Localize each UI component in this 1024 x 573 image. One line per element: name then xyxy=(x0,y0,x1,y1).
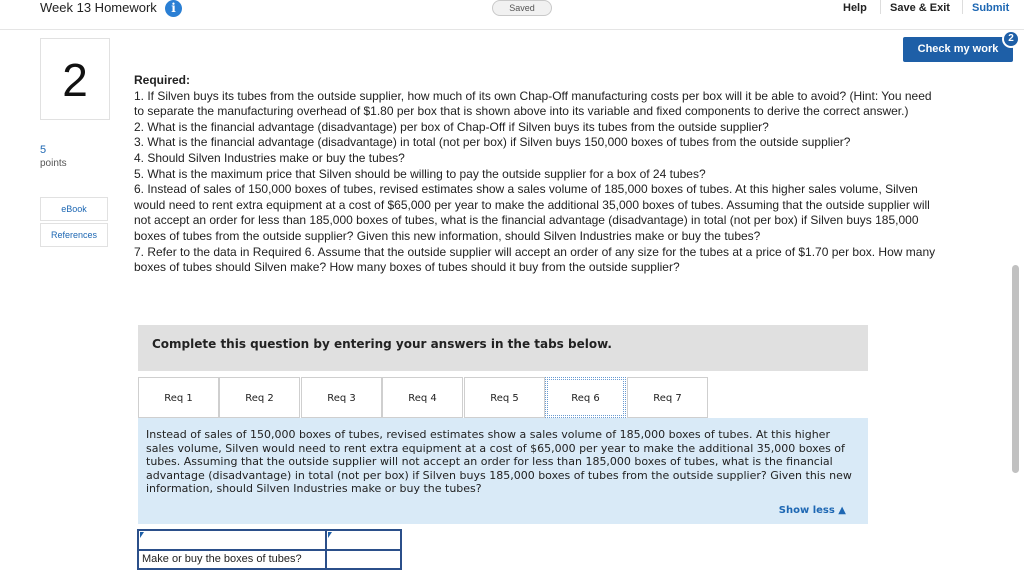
make-or-buy-input[interactable] xyxy=(326,550,401,569)
check-count-badge: 2 xyxy=(1002,30,1020,48)
points-value: 5 xyxy=(40,144,47,156)
tab-req-2[interactable]: Req 2 xyxy=(219,377,300,418)
help-link[interactable]: Help xyxy=(843,2,867,14)
divider xyxy=(962,0,963,14)
required-item: 2. What is the financial advantage (disadvantage) per box of Chap-Off if Silven buys its tubes from the outside supplier? xyxy=(134,119,769,134)
save-exit-link[interactable]: Save & Exit xyxy=(890,2,950,14)
tab-req-6[interactable]: Req 6 xyxy=(545,377,626,418)
required-item: 1. If Silven buys its tubes from the outside supplier, how much of its own Chap-Off manufacturing costs per box will it be able to avoid? (Hint: You need to separate the manufacturing overhead of $1.80 per box that is shown above into its variable and fixed components to derive the correct answer.) xyxy=(134,88,932,119)
tab-req-5[interactable]: Req 5 xyxy=(464,377,545,418)
references-button[interactable]: References xyxy=(40,223,108,247)
submit-link[interactable]: Submit xyxy=(972,2,1010,14)
answer-cell[interactable] xyxy=(138,530,326,550)
tab-req-4[interactable]: Req 4 xyxy=(382,377,463,418)
tab-req-7[interactable]: Req 7 xyxy=(627,377,708,418)
required-section xyxy=(134,73,944,276)
tab-req-1[interactable]: Req 1 xyxy=(138,377,219,418)
answer-table xyxy=(137,529,402,570)
divider xyxy=(880,0,881,14)
tab-panel xyxy=(138,418,868,524)
scrollbar[interactable] xyxy=(1012,265,1019,473)
required-item: 7. Refer to the data in Required 6. Assume that the outside supplier will accept an order of any size for the tubes at a price of $1.70 per box. How many boxes of tubes should Silven make? How many boxes of tubes should it buy from the outside supplier? xyxy=(134,244,936,275)
tab-req-3[interactable]: Req 3 xyxy=(301,377,382,418)
required-title: Required: xyxy=(134,73,191,87)
flag-marker-icon xyxy=(140,532,144,538)
flag-marker-icon xyxy=(328,532,332,538)
required-item: 3. What is the financial advantage (disadvantage) in total (not per box) if Silven buys 150,000 boxes of tubes from the outside supplier? xyxy=(134,135,851,150)
top-bar xyxy=(0,0,1024,30)
ebook-button[interactable]: eBook xyxy=(40,197,108,221)
answer-cell[interactable] xyxy=(326,530,401,550)
check-my-work-button[interactable]: Check my work xyxy=(903,37,1013,62)
instructions-bar: Complete this question by entering your answers in the tabs below. xyxy=(138,325,868,371)
required-item: 5. What is the maximum price that Silven should be willing to pay the outside supplier for a box of 24 tubes? xyxy=(134,166,706,181)
required-item: 6. Instead of sales of 150,000 boxes of tubes, revised estimates show a sales volume of 185,000 boxes of tubes. At this higher sales volume, Silven would need to rent extra equipment at a cost of $65,000 per year to make the additional 35,000 boxes of tubes. Assuming that the outside supplier will not accept an order for less than 185,000 boxes of tubes, what is the financial advantage (disadvantage) in total (not per box) if Silven buys 185,000 boxes of tubes from the outside supplier? Given this new information, should Silven Industries make or buy the tubes? xyxy=(134,182,930,243)
make-or-buy-label: Make or buy the boxes of tubes? xyxy=(138,550,326,569)
show-less-link[interactable]: Show less ▲ xyxy=(778,505,846,516)
info-icon[interactable]: i xyxy=(165,0,182,17)
points-label: points xyxy=(40,158,67,169)
panel-question-text: Instead of sales of 150,000 boxes of tubes, revised estimates show a sales volume of 185,000 boxes of tubes. At this higher sales volume, Silven would need to rent extra equipment at a cost of $65,000 per year to make the additional 35,000 boxes of tubes. Assuming that the outside supplier will not accept an order for less than 185,000 boxes of tubes, what is the financial advantage (disadvantage) in total (not per box) if Silven buys 185,000 boxes of tubes from the outside supplier? Given this new information, should Silven Industries make or buy the tubes? xyxy=(146,428,852,496)
question-number: 2 xyxy=(40,38,110,120)
assignment-title: Week 13 Homework xyxy=(40,0,157,15)
required-item: 4. Should Silven Industries make or buy the tubes? xyxy=(134,150,405,165)
saved-status: Saved xyxy=(492,0,552,16)
